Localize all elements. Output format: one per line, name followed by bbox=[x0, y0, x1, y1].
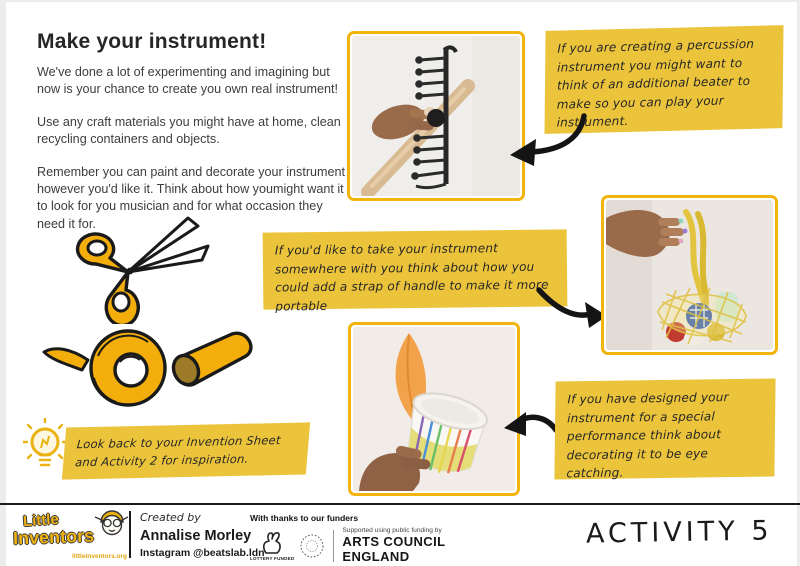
photo-decorated-cup-instrument bbox=[348, 322, 520, 496]
rake-instrument-image bbox=[352, 36, 520, 196]
note-portable-text: If you'd like to take your instrument somewhere with you think about how you could add a strap of handle to make it more portable bbox=[274, 241, 549, 314]
cardboard-tube-icon bbox=[169, 333, 251, 388]
note-tip-text: Look back to your Invention Sheet and Activity 2 for inspiration. bbox=[74, 433, 282, 470]
inventor-character-icon bbox=[93, 508, 129, 538]
funders-block bbox=[250, 513, 445, 564]
little-inventors-logo bbox=[13, 508, 129, 563]
arts-council-stamp-icon bbox=[299, 533, 325, 559]
lottery-funded-logo bbox=[250, 531, 294, 561]
note-percussion-text: If you are creating a percussion instrument you might want to think of an additional beater to make so you can play your instrument. bbox=[556, 36, 755, 131]
arts-council-wordmark bbox=[342, 527, 445, 564]
logo-word-inventors: Inventors bbox=[12, 525, 95, 549]
logo-url: littleinventors.org bbox=[72, 553, 127, 560]
note-portable bbox=[263, 229, 568, 314]
photo-mesh-bag-instrument bbox=[601, 195, 778, 355]
intro-paragraph: Use any craft materials you might have at home, clean recycling containers and objects. bbox=[37, 114, 341, 147]
funders-vertical-rule bbox=[333, 530, 334, 562]
funders-label: With thanks to our funders bbox=[250, 513, 359, 523]
craft-materials-illustration bbox=[36, 312, 264, 408]
curved-arrow-icon bbox=[502, 404, 560, 454]
mesh-bag-image bbox=[606, 200, 773, 350]
creator-name: Annalise Morley bbox=[140, 528, 252, 544]
curved-arrow-icon bbox=[498, 108, 598, 178]
arts-council-line2: ENGLAND bbox=[342, 548, 410, 564]
created-by-label: Created by bbox=[140, 511, 201, 524]
lightbulb-icon bbox=[23, 418, 67, 478]
note-decorate bbox=[554, 378, 775, 479]
crossed-fingers-icon bbox=[261, 531, 283, 555]
footer-divider-line bbox=[0, 503, 800, 505]
lottery-funded-label: LOTTERY FUNDED bbox=[250, 555, 295, 561]
footer-vertical-divider bbox=[129, 511, 131, 558]
logo-word-little: Little bbox=[22, 510, 60, 531]
credits-block bbox=[140, 511, 265, 559]
note-tip bbox=[62, 422, 310, 479]
intro-paragraph: Remember you can paint and decorate your instrument however you'd like it. Think about how youmight want it to look for you musician and for what occasion they need it for. bbox=[37, 164, 346, 231]
decorated-cup-image bbox=[353, 327, 515, 491]
activity-number-label: ACTIVITY 5 bbox=[585, 515, 773, 550]
supported-by-label: Supported using public funding by bbox=[342, 527, 442, 534]
page-title: Make your instrument! bbox=[37, 30, 267, 53]
creator-instagram: Instagram @beatslab.ldn bbox=[140, 547, 265, 559]
tape-roll-icon bbox=[44, 331, 165, 405]
arts-council-line1: ARTS COUNCIL bbox=[342, 534, 446, 549]
note-decorate-text: If you have designed your instrument for a special performance think about decorating it to be eye catching. bbox=[566, 390, 729, 481]
scissors-icon bbox=[66, 212, 216, 324]
intro-paragraph: We've done a lot of experimenting and imagining but now is your chance to create you own real instrument! bbox=[37, 65, 339, 97]
